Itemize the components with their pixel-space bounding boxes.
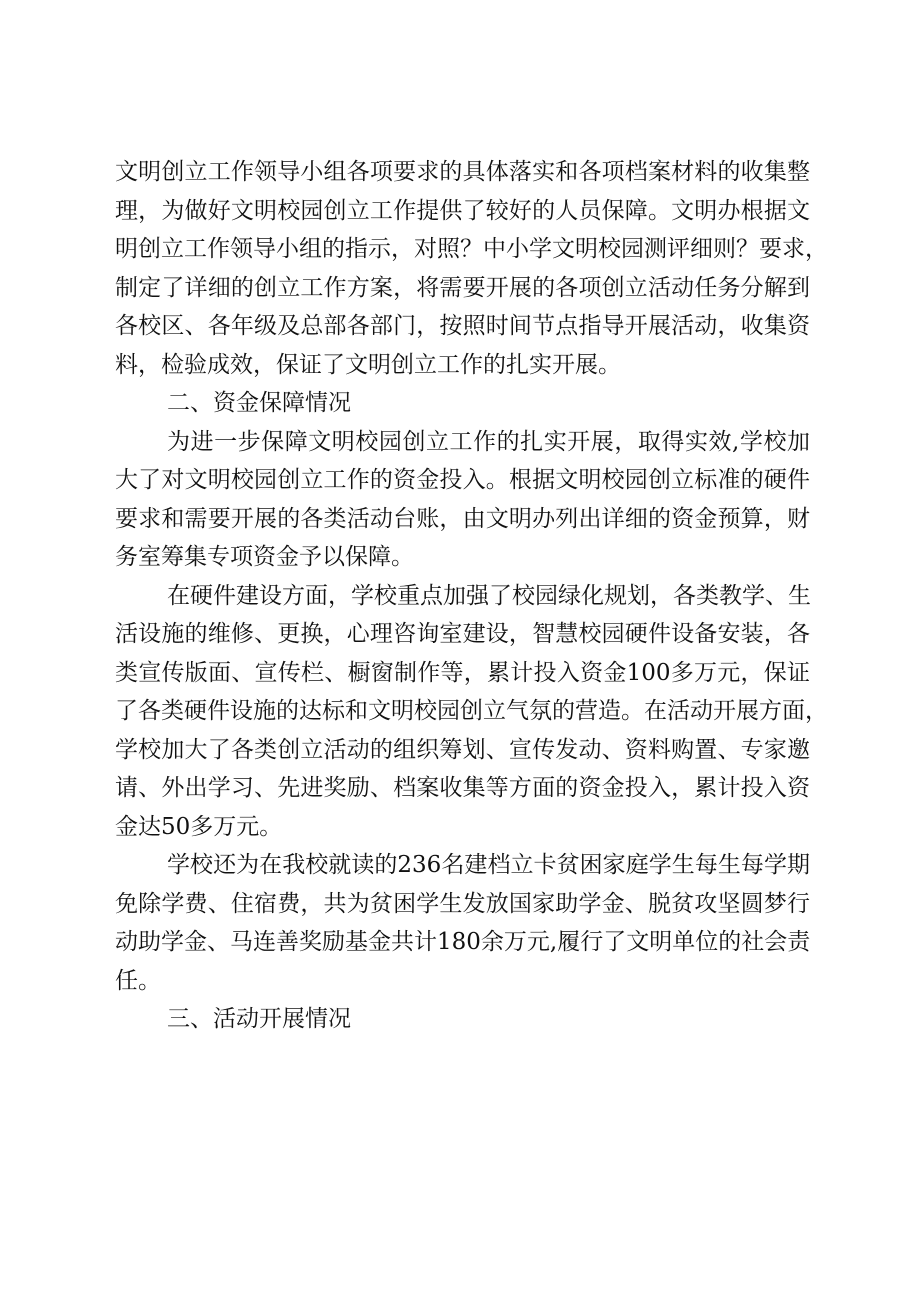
text-line: 为进一步保障文明校园创立工作的扎实开展，取得实效,学校加 [167, 428, 810, 455]
text-line: 在硬件建设方面，学校重点加强了校园绿化规划，各类教学、生 [167, 582, 811, 609]
text-line: 要求和需要开展的各类活动台账，由文明办列出详细的资金预算，财 [115, 505, 810, 532]
section-heading-funding: 二、资金保障情况 [167, 390, 351, 416]
text-line: 金达50多万元。 [115, 813, 283, 840]
text-line: 了各类硬件设施的达标和文明校园创立气氛的营造。在活动开展方面， [115, 698, 828, 724]
text-line: 料，检验成效，保证了文明创立工作的扎实开展。 [115, 351, 621, 378]
paragraph-staffing [115, 153, 828, 384]
text-line: 大了对文明校园创立工作的资金投入。根据文明校园创立标准的硬件 [115, 467, 810, 493]
paragraph-hardware-investment [115, 577, 828, 847]
text-line: 学校还为在我校就读的236名建档立卡贫困家庭学生每生每学期 [167, 852, 810, 878]
text-line: 学校加大了各类创立活动的组织筹划、宣传发动、资料购置、专家邀 [115, 736, 810, 763]
text-line: 免除学费、住宿费，共为贫困学生发放国家助学金、脱贫攻坚圆梦行 [115, 890, 810, 917]
text-line: 动助学金、马连善奖励基金共计180余万元,履行了文明单位的社会责 [115, 929, 811, 955]
text-line: 明创立工作领导小组的指示，对照？中小学文明校园测评细则？要求， [115, 236, 828, 262]
text-line: 活设施的维修、更换，心理咨询室建设，智慧校园硬件设备安装，各 [115, 621, 810, 647]
paragraph-funding-intro [115, 423, 810, 577]
text-line: 理，为做好文明校园创立工作提供了较好的人员保障。文明办根据文 [115, 197, 810, 224]
paragraph-student-aid [115, 846, 810, 1000]
text-line: 请、外出学习、先进奖励、档案收集等方面的资金投入，累计投入资 [115, 775, 810, 801]
text-line: 任。 [115, 967, 161, 994]
text-line: 各校区、各年级及总部各部门，按照时间节点指导开展活动，收集资 [115, 313, 810, 339]
document-body [115, 153, 828, 1039]
text-line: 类宣传版面、宣传栏、橱窗制作等，累计投入资金100多万元，保证 [115, 659, 810, 686]
section-heading-activities: 三、活动开展情况 [167, 1006, 351, 1032]
text-line: 文明创立工作领导小组各项要求的具体落实和各项档案材料的收集整 [115, 159, 810, 185]
text-line: 制定了详细的创立工作方案，将需要开展的各项创立活动任务分解到 [115, 274, 810, 301]
text-line: 务室筹集专项资金予以保障。 [115, 544, 414, 570]
